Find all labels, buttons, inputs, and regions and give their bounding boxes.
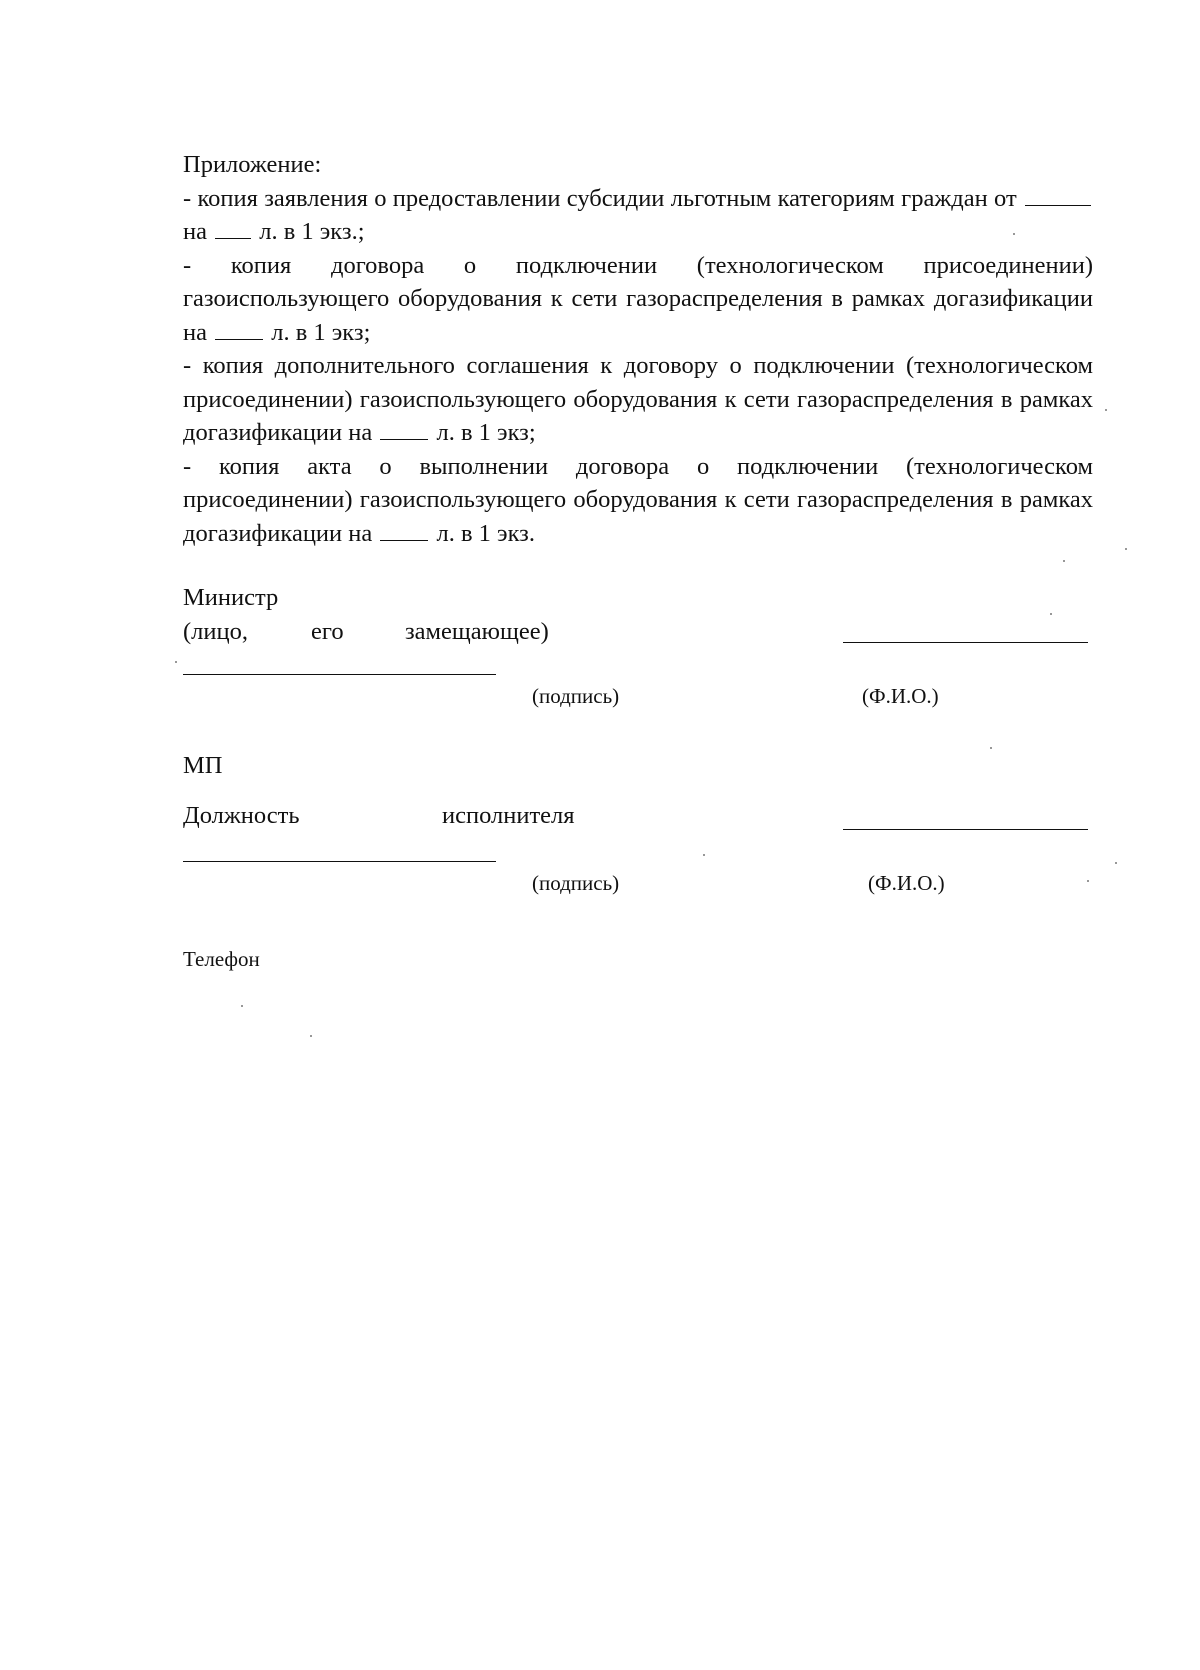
seal-mark: МП [183,752,223,779]
scan-speck [1125,548,1127,550]
scan-speck [1063,560,1065,562]
executor-name-caption: (Ф.И.О.) [868,871,945,895]
scan-speck [1115,862,1117,864]
attachments-heading: Приложение: [183,151,322,178]
name-line [843,642,1088,643]
scan-speck [703,854,705,856]
scan-speck [990,747,992,749]
minister-sub-2: его [311,618,344,645]
attachment-item-text: л. в 1 экз; [271,318,371,346]
attachment-item-text: на [183,218,207,245]
minister-sub-3: замещающее) [405,618,549,645]
pages-blank [215,338,263,340]
scan-speck [1050,613,1052,615]
signature-caption: (подпись) [532,684,620,708]
attachment-item-text: - копия договора о подключении (технологическом присоединении) газоиспользующего оборудования к сети газораспределения в рамках догазификации на [183,251,1093,346]
pages-blank [380,539,428,541]
executor-signature-caption: (подпись) [532,871,620,895]
pages-blank [380,438,428,440]
attachments-section [183,148,1093,550]
position-line [183,674,496,675]
scan-speck [175,661,177,663]
attachment-item-text: - копия дополнительного соглашения к договору о подключении (технологическом присоединении) газоиспользующего оборудования к сети газораспределения в рамках догазификации на [183,352,1093,446]
phone-label: Телефон [183,947,260,971]
attachment-item-contract [183,249,1093,350]
executor-title-2: исполнителя [442,802,575,829]
executor-name-line [843,829,1088,830]
scan-speck [1013,233,1015,235]
scan-speck [310,1035,312,1037]
name-caption: (Ф.И.О.) [862,684,939,708]
attachment-item-supplementary-agreement [183,349,1093,450]
attachment-item-text: л. в 1 экз. [436,519,535,547]
attachment-item-completion-act [183,450,1093,551]
minister-sub-1: (лицо, [183,618,248,645]
attachment-item-text: - копия заявления о предоставлении субсидии льготным категориям граждан от [183,184,1017,212]
executor-title-1: Должность [183,802,300,829]
scan-speck [1105,409,1107,411]
scan-speck [241,1005,243,1007]
attachment-item-text: л. в 1 экз; [436,419,536,446]
date-blank [1025,204,1091,206]
pages-blank [215,237,251,239]
attachment-item-application [183,182,1093,249]
attachment-item-text: - копия акта о выполнении договора о подключении (технологическом присоединении) газоиспользующего оборудования к сети газораспределения в рамках догазификации на [183,452,1093,547]
minister-title: Министр [183,584,279,611]
scan-speck [1087,880,1089,882]
executor-position-line [183,861,496,862]
attachment-item-text: л. в 1 экз.; [259,218,365,245]
